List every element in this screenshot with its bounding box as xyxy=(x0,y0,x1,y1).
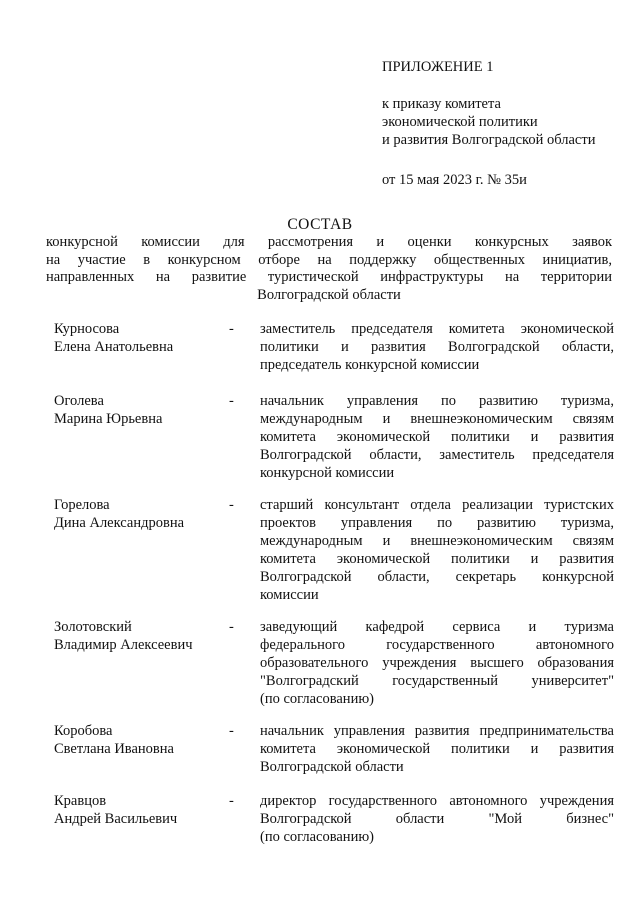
member-dash: - xyxy=(229,619,234,635)
member-dash: - xyxy=(229,793,234,809)
member-role xyxy=(260,618,614,708)
member-name xyxy=(54,320,224,356)
role-line: политики и развития Волгоградской области, xyxy=(260,339,614,355)
role-line: комитета экономической политики и развития xyxy=(260,551,614,567)
role-line: Волгоградской области, заместитель председателя xyxy=(260,447,614,463)
appendix-line: и развития Волгоградской области xyxy=(382,132,596,148)
member-dash: - xyxy=(229,723,234,739)
subtitle-line: на участие в конкурсном отборе на поддержку общественных инициатив, xyxy=(46,251,612,268)
member-surname: Кравцов xyxy=(54,793,107,809)
appendix-block xyxy=(382,58,595,189)
role-line: комиссии xyxy=(260,587,319,603)
role-line: комитета экономической политики и развития xyxy=(260,741,614,757)
member-given-name: Светлана Ивановна xyxy=(54,741,174,757)
appendix-line: экономической политики xyxy=(382,114,538,130)
document-heading: СОСТАВ xyxy=(287,216,353,233)
member-role xyxy=(260,722,614,776)
role-line: Волгоградской области xyxy=(260,759,404,775)
role-line: председатель конкурсной комиссии xyxy=(260,357,480,373)
role-line: комитета экономической политики и развития xyxy=(260,429,614,445)
document-subtitle xyxy=(46,234,612,304)
role-line: начальник управления развития предпринимательства xyxy=(260,723,614,739)
role-line: Волгоградской области "Мой бизнес" xyxy=(260,811,614,827)
member-role xyxy=(260,792,614,846)
subtitle-line: конкурсной комиссии для рассмотрения и оценки конкурсных заявок xyxy=(46,234,612,250)
member-surname: Курносова xyxy=(54,321,120,337)
member-surname: Золотовский xyxy=(54,619,132,635)
member-surname: Горелова xyxy=(54,497,110,513)
member-surname: Оголева xyxy=(54,393,104,409)
role-line: образовательного учреждения высшего образования xyxy=(260,655,614,671)
member-role xyxy=(260,392,614,482)
member-role xyxy=(260,320,614,374)
member-name xyxy=(54,792,224,828)
member-dash: - xyxy=(229,321,234,337)
member-name xyxy=(54,618,224,654)
member-dash: - xyxy=(229,497,234,513)
member-name xyxy=(54,496,224,532)
member-name xyxy=(54,392,224,428)
member-given-name: Марина Юрьевна xyxy=(54,411,163,427)
role-line: проектов управления по развитию туризма, xyxy=(260,515,614,531)
role-line: федерального государственного автономного xyxy=(260,637,614,653)
role-line: заведующий кафедрой сервиса и туризма xyxy=(260,619,614,635)
role-line: "Волгоградский государственный университет" xyxy=(260,673,614,689)
member-given-name: Елена Анатольевна xyxy=(54,339,174,355)
member-given-name: Владимир Алексеевич xyxy=(54,637,193,653)
role-line: (по согласованию) xyxy=(260,691,374,707)
member-given-name: Андрей Васильевич xyxy=(54,811,178,827)
role-line: Волгоградской области, секретарь конкурсной xyxy=(260,569,614,585)
role-line: (по согласованию) xyxy=(260,829,374,845)
appendix-line: к приказу комитета xyxy=(382,96,501,112)
role-line: заместитель председателя комитета экономической xyxy=(260,321,614,337)
appendix-title: ПРИЛОЖЕНИЕ 1 xyxy=(382,59,494,75)
role-line: конкурсной комиссии xyxy=(260,465,395,481)
role-line: начальник управления по развитию туризма, xyxy=(260,393,614,409)
member-role xyxy=(260,496,614,604)
member-surname: Коробова xyxy=(54,723,113,739)
appendix-date: от 15 мая 2023 г. № 35и xyxy=(382,172,527,188)
role-line: старший консультант отдела реализации туристских xyxy=(260,497,614,513)
member-dash: - xyxy=(229,393,234,409)
role-line: международным и внешнеэкономическим связям xyxy=(260,411,614,427)
role-line: директор государственного автономного учреждения xyxy=(260,793,614,809)
member-name xyxy=(54,722,224,758)
subtitle-line: Волгоградской области xyxy=(257,286,401,303)
role-line: международным и внешнеэкономическим связям xyxy=(260,533,614,549)
subtitle-line: направленных на развитие туристической инфраструктуры на территории xyxy=(46,269,612,285)
member-given-name: Дина Александровна xyxy=(54,515,185,531)
